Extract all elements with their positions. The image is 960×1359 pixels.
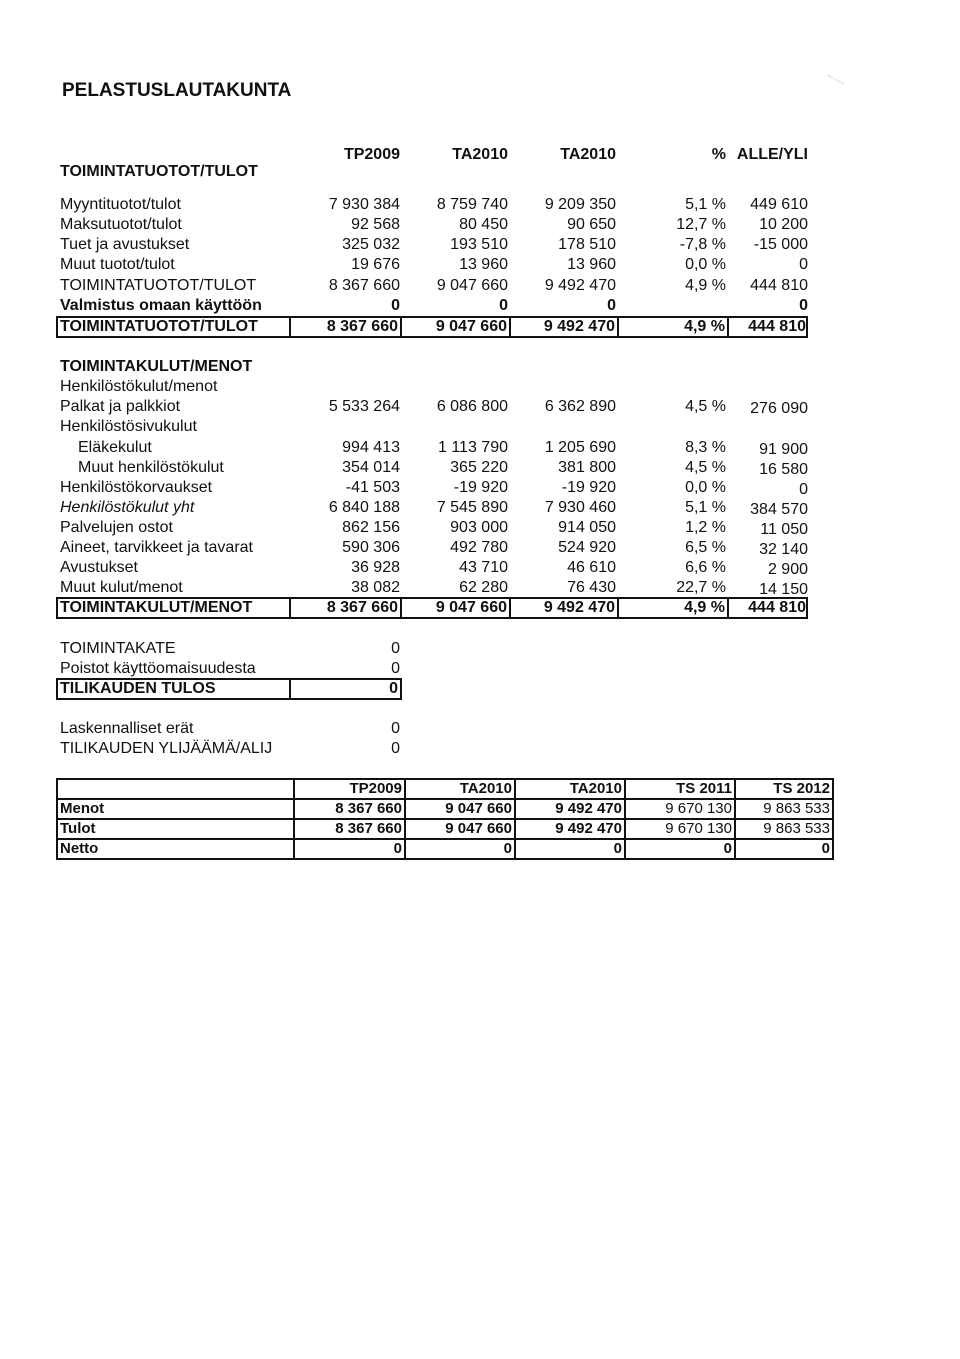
cell-percent: -7,8 % (679, 236, 726, 253)
cell-ta2010-b: 9 492 470 (543, 599, 615, 616)
cell-tp2009: 8 367 660 (326, 599, 398, 616)
cell-tp2009: 862 156 (342, 519, 400, 536)
cell: 0 (294, 839, 405, 859)
cell-alle-yli: 0 (799, 481, 808, 498)
row-label: Tulot (57, 819, 294, 839)
table-row (0, 256, 960, 276)
cell-ta2010-b: 381 800 (558, 459, 616, 476)
cell-ta2010: 6 086 800 (436, 398, 508, 415)
cell-tp2009: 92 568 (351, 216, 400, 233)
expenses-sub-heading: Henkilöstökulut/menot (60, 378, 218, 395)
cell-ta2010: 62 280 (459, 579, 508, 596)
cell-tp2009: 7 930 384 (328, 196, 400, 213)
cell-ta2010-b: 46 610 (567, 559, 616, 576)
summary-header-row (57, 779, 833, 799)
cell-ta2010-b: 0 (607, 297, 616, 314)
cell-tp2009: 19 676 (351, 256, 400, 273)
cell-tp2009: 0 (391, 640, 400, 657)
cell-ta2010: 9 047 660 (435, 318, 507, 335)
cell-alle-yli: 91 900 (759, 441, 808, 458)
row-label: Palkat ja palkkiot (60, 398, 181, 415)
cell-ta2010-b: 13 960 (567, 256, 616, 273)
cell-tp2009: 5 533 264 (328, 398, 400, 415)
cell-alle-yli: 32 140 (759, 541, 808, 558)
table-row (57, 839, 833, 859)
cell-percent: 0,0 % (685, 256, 726, 273)
cell-percent: 4,9 % (684, 318, 725, 335)
cell-alle-yli: 449 610 (750, 196, 808, 213)
cell-tp2009: -41 503 (345, 479, 400, 496)
summary-header-tp2009: TP2009 (294, 779, 405, 799)
cell-percent: 6,5 % (685, 539, 726, 556)
cell-tp2009: 325 032 (342, 236, 400, 253)
expenses-heading: TOIMINTAKULUT/MENOT (60, 358, 253, 375)
col-header-alle-yli: ALLE/YLI (736, 146, 808, 163)
result-total-row (0, 680, 960, 700)
cell-percent: 4,5 % (685, 459, 726, 476)
cell-percent: 4,5 % (685, 398, 726, 415)
cell-ta2010: 80 450 (459, 216, 508, 233)
cell-percent: 12,7 % (676, 216, 726, 233)
cell-alle-yli: 10 200 (759, 216, 808, 233)
cell-alle-yli: 14 150 (759, 581, 808, 598)
cell: 9 047 660 (405, 799, 515, 819)
row-label: Laskennalliset erät (60, 720, 194, 737)
cell-percent: 22,7 % (676, 579, 726, 596)
row-label: TOIMINTATUOTOT/TULOT (60, 318, 258, 335)
row-label: TOIMINTAKULUT/MENOT (60, 599, 253, 616)
cell-tp2009: 38 082 (351, 579, 400, 596)
result-row (0, 660, 960, 680)
col-header-tp2009: TP2009 (343, 146, 400, 163)
table-row (0, 539, 960, 559)
table-row (57, 819, 833, 839)
cell-ta2010: 43 710 (459, 559, 508, 576)
cell-ta2010: -19 920 (453, 479, 508, 496)
cell-ta2010: 13 960 (459, 256, 508, 273)
table-row (0, 216, 960, 236)
cell: 0 (515, 839, 625, 859)
summary-header-ta2010: TA2010 (405, 779, 515, 799)
table-row (0, 499, 960, 519)
cell-percent: 0,0 % (685, 479, 726, 496)
col-header-ta2010-b: TA2010 (560, 146, 616, 163)
cell-percent: 4,9 % (684, 599, 725, 616)
cell-ta2010: 193 510 (450, 236, 508, 253)
table-row (0, 277, 960, 297)
result-row (0, 720, 960, 740)
cell-alle-yli: 0 (799, 256, 808, 273)
cell-ta2010: 0 (499, 297, 508, 314)
cell: 9 863 533 (735, 799, 833, 819)
cell-alle-yli: 444 810 (748, 599, 806, 616)
cell-ta2010-b: 7 930 460 (544, 499, 616, 516)
row-label: Avustukset (60, 559, 138, 576)
cell-percent: 8,3 % (685, 439, 726, 456)
cell-tp2009: 0 (391, 660, 400, 677)
income-heading: TOIMINTATUOTOT/TULOT (60, 163, 258, 180)
row-label: Muut tuotot/tulot (60, 256, 175, 273)
cell-tp2009: 36 928 (351, 559, 400, 576)
row-label: Palvelujen ostot (60, 519, 173, 536)
income-total-row (0, 318, 960, 338)
cell-tp2009: 0 (389, 680, 398, 697)
table-row (0, 398, 960, 418)
summary-header-blank (57, 779, 294, 799)
cell-alle-yli: 276 090 (750, 400, 808, 417)
cell-ta2010: 365 220 (450, 459, 508, 476)
table-row (0, 297, 960, 317)
row-label: Myyntituotot/tulot (60, 196, 181, 213)
row-label: Maksutuotot/tulot (60, 216, 182, 233)
row-label: Tuet ja avustukset (60, 236, 190, 253)
cell-ta2010-b: 6 362 890 (544, 398, 616, 415)
row-label: Henkilöstökulut yht (60, 499, 195, 516)
cell-alle-yli: 16 580 (759, 461, 808, 478)
cell-ta2010: 9 047 660 (436, 277, 508, 294)
cell-alle-yli: 2 900 (767, 561, 808, 578)
table-row (0, 196, 960, 216)
table-row (0, 519, 960, 539)
cell-ta2010-b: 914 050 (558, 519, 616, 536)
cell-percent: 5,1 % (685, 196, 726, 213)
row-label: Muut kulut/menot (60, 579, 183, 596)
table-row (0, 559, 960, 579)
cell-ta2010: 1 113 790 (438, 439, 508, 456)
cell-alle-yli: 444 810 (748, 318, 806, 335)
cell-ta2010-b: 9 492 470 (544, 277, 616, 294)
row-label: TILIKAUDEN YLIJÄÄMÄ/ALIJ (60, 740, 273, 757)
cell-ta2010: 903 000 (450, 519, 508, 536)
cell: 9 492 470 (515, 799, 625, 819)
cell-ta2010-b: 76 430 (567, 579, 616, 596)
cell-ta2010: 9 047 660 (435, 599, 507, 616)
cell-alle-yli: 384 570 (750, 501, 808, 518)
cell-tp2009: 354 014 (342, 459, 400, 476)
cell-alle-yli: 11 050 (760, 521, 808, 538)
page-title: PELASTUSLAUTAKUNTA (62, 80, 292, 101)
cell-percent: 4,9 % (685, 277, 726, 294)
cell-alle-yli: -15 000 (753, 236, 808, 253)
cell-percent: 6,6 % (685, 559, 726, 576)
result-row (0, 740, 960, 760)
cell: 9 863 533 (735, 819, 833, 839)
cell-ta2010-b: 90 650 (567, 216, 616, 233)
cell-ta2010: 8 759 740 (436, 196, 508, 213)
cell: 9 670 130 (625, 799, 735, 819)
cell: 0 (735, 839, 833, 859)
row-label: TOIMINTAKATE (60, 640, 176, 657)
cell-percent: 5,1 % (685, 499, 726, 516)
summary-header-ta2010-b: TA2010 (515, 779, 625, 799)
cell-tp2009: 8 367 660 (328, 277, 400, 294)
cell-tp2009: 8 367 660 (326, 318, 398, 335)
table-row (57, 799, 833, 819)
cell-ta2010-b: -19 920 (561, 479, 616, 496)
cell-ta2010: 7 545 890 (436, 499, 508, 516)
cell: 0 (405, 839, 515, 859)
row-label: Eläkekulut (78, 439, 152, 456)
row-label: Muut henkilöstökulut (78, 459, 224, 476)
row-label: Aineet, tarvikkeet ja tavarat (60, 539, 253, 556)
cell: 9 492 470 (515, 819, 625, 839)
cell-ta2010-b: 178 510 (558, 236, 616, 253)
cell-ta2010-b: 1 205 690 (544, 439, 616, 456)
cell: 9 670 130 (625, 819, 735, 839)
table-row (0, 439, 960, 459)
table-row (0, 479, 960, 499)
row-label: Henkilöstökorvaukset (60, 479, 213, 496)
table-row (0, 236, 960, 256)
scan-speck (818, 75, 844, 102)
summary-table (56, 778, 834, 860)
cell-tp2009: 6 840 188 (328, 499, 400, 516)
cell: 9 047 660 (405, 819, 515, 839)
cell: 8 367 660 (294, 799, 405, 819)
expenses-sub-heading-2: Henkilöstösivukulut (60, 418, 197, 435)
row-label: Poistot käyttöomaisuudesta (60, 660, 256, 677)
result-row (0, 640, 960, 660)
row-label: Netto (57, 839, 294, 859)
cell-tp2009: 0 (391, 297, 400, 314)
row-label: Menot (57, 799, 294, 819)
cell-ta2010-b: 9 492 470 (543, 318, 615, 335)
row-label: TILIKAUDEN TULOS (60, 680, 216, 697)
row-label: Valmistus omaan käyttöön (60, 297, 262, 314)
cell: 8 367 660 (294, 819, 405, 839)
table-row (0, 459, 960, 479)
summary-header-ts2011: TS 2011 (625, 779, 735, 799)
cell: 0 (625, 839, 735, 859)
cell-tp2009: 0 (391, 720, 400, 737)
cell-alle-yli: 0 (799, 297, 808, 314)
cell-tp2009: 0 (391, 740, 400, 757)
table-row (0, 579, 960, 599)
col-header-ta2010: TA2010 (452, 146, 508, 163)
expenses-total-row (0, 599, 960, 619)
cell-alle-yli: 444 810 (750, 277, 808, 294)
row-label: TOIMINTATUOTOT/TULOT (60, 277, 257, 294)
col-header-percent: % (711, 146, 726, 163)
cell-ta2010: 492 780 (450, 539, 508, 556)
cell-tp2009: 590 306 (342, 539, 400, 556)
cell-tp2009: 994 413 (342, 439, 400, 456)
cell-percent: 1,2 % (685, 519, 726, 536)
summary-header-ts2012: TS 2012 (735, 779, 833, 799)
cell-ta2010-b: 9 209 350 (544, 196, 616, 213)
cell-ta2010-b: 524 920 (558, 539, 616, 556)
